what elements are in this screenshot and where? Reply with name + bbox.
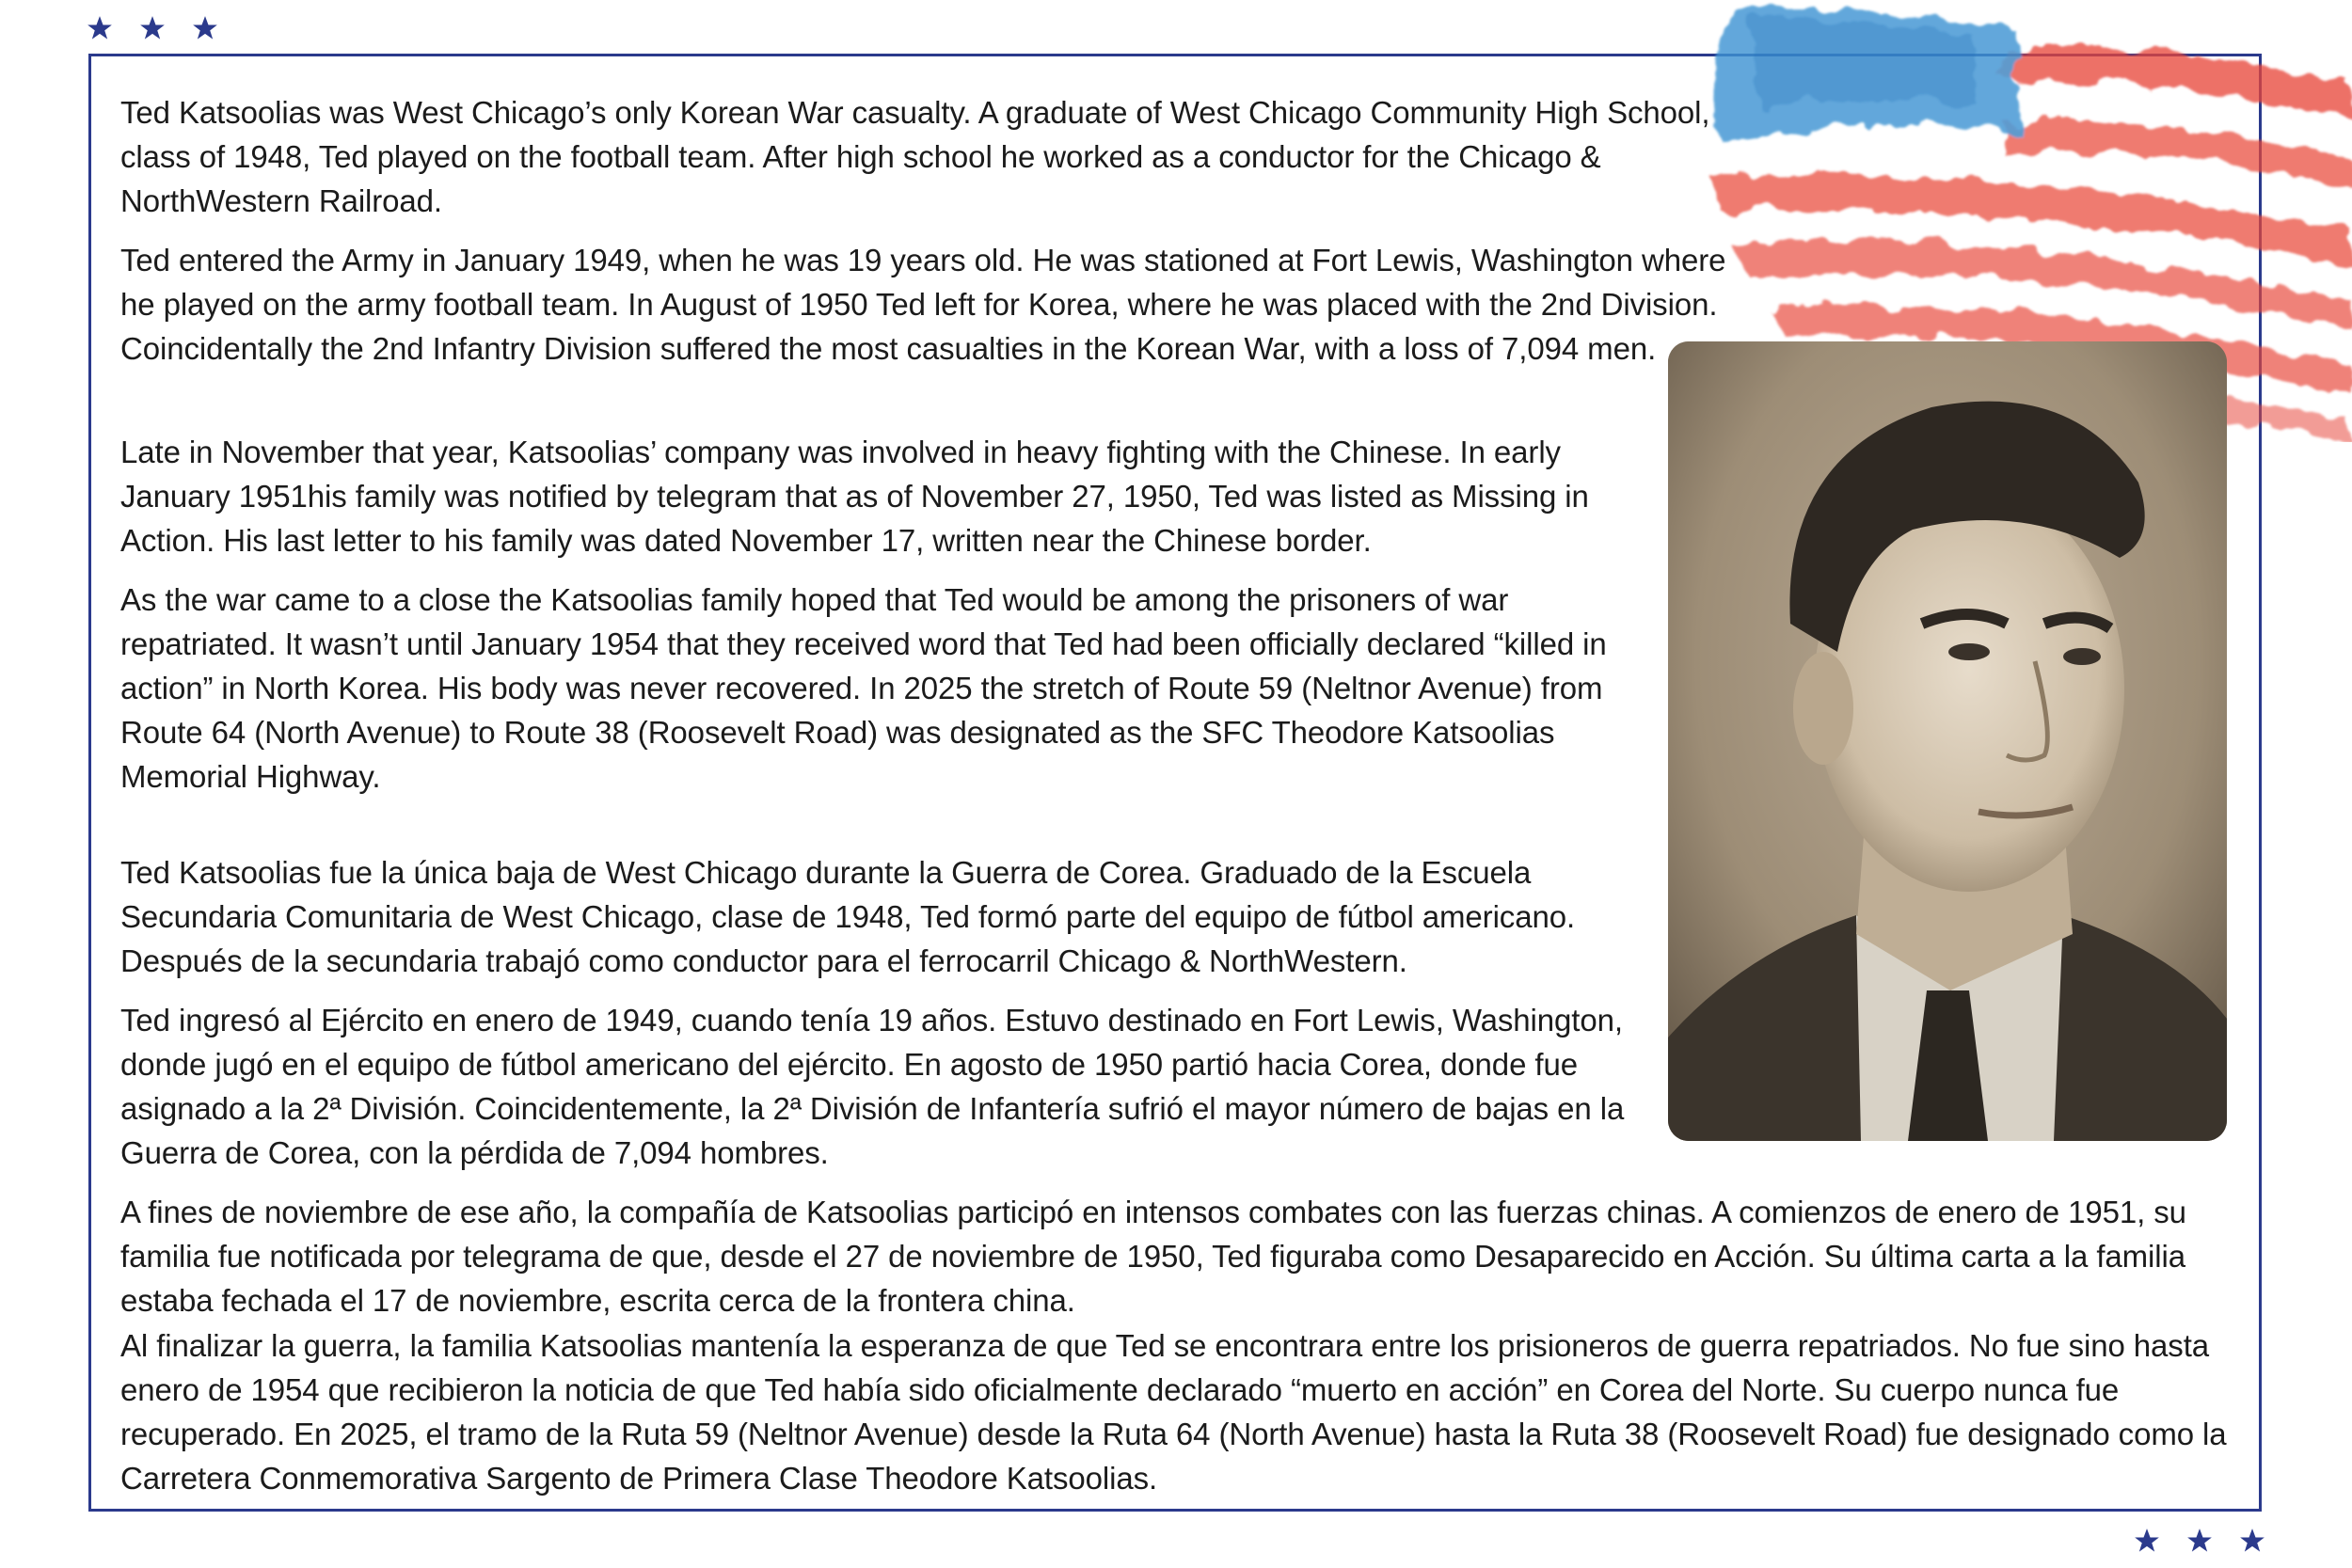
english-paragraph-2: Ted entered the Army in January 1949, when he was 19 years old. He was stationed at Fort Lewis, Washington where he played on the army football team. In August of 1950 Ted left for Korea, where he was placed with the 2nd Division. Coincidentally the 2nd Infantry Division suffered the most casualties in the Korean War, with a loss of 7,094 men.	[120, 243, 1726, 366]
stars-top-left	[87, 15, 218, 41]
spanish-paragraph-4: Al finalizar la guerra, la familia Katsoolias mantenía la esperanza de que Ted se encontrara entre los prisioneros de guerra repatriados. No fue sino hasta enero de 1954 que recibieron la noticia de que Ted había sido oficialmente declarado “muerto en acción” en Corea del Norte. Su cuerpo nunca fue recuperado. En 2025, el tramo de la Ruta 59 (Neltnor Avenue) desde la Ruta 64 (North Avenue) hasta la Ruta 38 (Roosevelt Road) fue designado como la Carretera Conmemorativa Sargento de Primera Clase Theodore Katsoolias.	[120, 1328, 2227, 1496]
english-paragraph-4: As the war came to a close the Katsoolias family hoped that Ted would be among the prisoners of war repatriated. It wasn’t until January 1954 that they received word that Ted had been officially declared “killed in action” in North Korea. His body was never recovered. In 2025 the stretch of Route 59 (Neltnor Avenue) from Route 64 (North Avenue) to Route 38 (Roosevelt Road) was designated as the SFC Theodore Katsoolias Memorial Highway.	[120, 582, 1607, 794]
spanish-paragraph-3: A fines de noviembre de ese año, la compañía de Katsoolias participó en intensos combates con las fuerzas chinas. A comienzos de enero de 1951, su familia fue notificada por telegrama de que, desde el 27 de noviembre de 1950, Ted figuraba como Desaparecido en Acción. Su última carta a la familia estaba fechada el 17 de noviembre, escrita cerca de la frontera china.	[120, 1195, 2186, 1318]
stars-bottom-right	[2134, 1528, 2265, 1554]
english-paragraph-3: Late in November that year, Katsoolias’ company was involved in heavy fighting with the Chinese. In early January 1951his family was notified by telegram that as of November 27, 1950, Ted was listed as Missing in Action. His last letter to his family was dated November 17, written near the Chinese border.	[120, 435, 1589, 558]
english-paragraph-1: Ted Katsoolias was West Chicago’s only Korean War casualty. A graduate of West Chicago Community High School, class of 1948, Ted played on the football team. After high school he worked as a conductor for the Chicago & NorthWestern Railroad.	[120, 95, 1710, 218]
portrait-photo-sepia	[1668, 341, 2227, 1141]
spanish-paragraph-2: Ted ingresó al Ejército en enero de 1949, cuando tenía 19 años. Estuvo destinado en Fort Lewis, Washington, donde jugó en el equipo de fútbol americano del ejército. En agosto de 1950 partió hacia Corea, donde fue asignado a la 2ª División. Coincidentemente, la 2ª División de Infantería sufrió el mayor número de bajas en la Guerra de Corea, con la pérdida de 7,094 hombres.	[120, 1003, 1625, 1170]
star-icon	[192, 15, 218, 41]
star-icon	[139, 15, 166, 41]
star-icon	[2239, 1528, 2265, 1554]
star-icon	[2134, 1528, 2160, 1554]
spanish-paragraph-1: Ted Katsoolias fue la única baja de West Chicago durante la Guerra de Corea. Graduado de la Escuela Secundaria Comunitaria de West Chicago, clase de 1948, Ted formó parte del equipo de fútbol americano. Después de la secundaria trabajó como conductor para el ferrocarril Chicago & NorthWestern.	[120, 855, 1576, 978]
star-icon	[87, 15, 113, 41]
star-icon	[2186, 1528, 2213, 1554]
